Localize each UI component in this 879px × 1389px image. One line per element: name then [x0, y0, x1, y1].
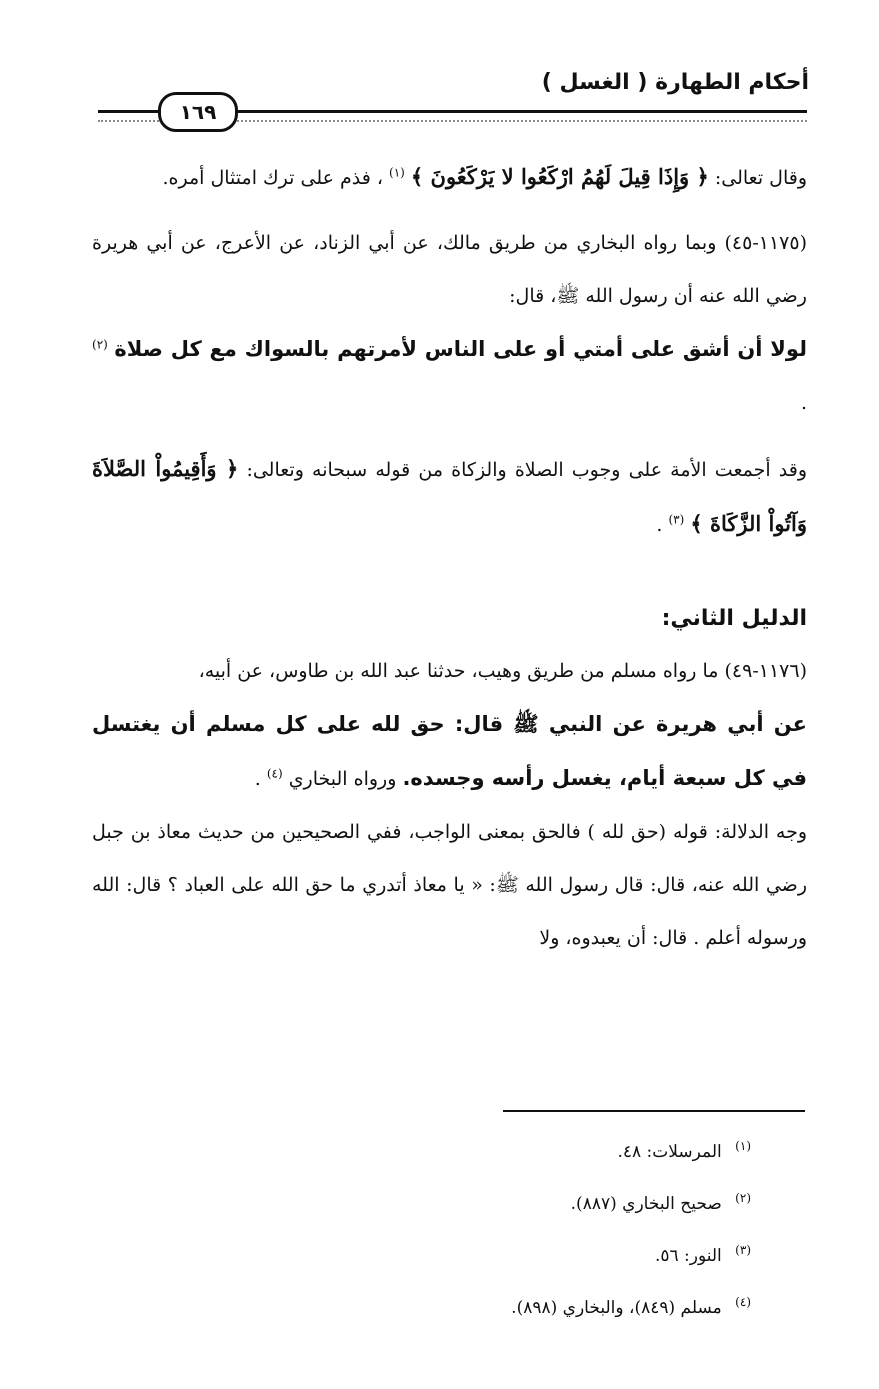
- paragraph-1-pre: وقال تعالى:: [708, 167, 807, 189]
- footnote-2-text: صحيح البخاري (٨٨٧).: [570, 1194, 722, 1214]
- hadith-1-text: لولا أن أشق على أمتي أو على الناس لأمرتهم بالسواك مع كل صلاة: [114, 337, 807, 361]
- paragraph-5: وجه الدلالة: قوله (حق لله ) فالحق بمعنى الواجب، ففي الصحيحين من حديث معاذ بن جبل رضي الله عنه، قال: قال رسول الله ﷺ: « يا معاذ أتدري ما حق الله على العباد ؟ قال: الله ورسوله أعلم . قال: أن يعبدوه، ولا: [92, 821, 807, 949]
- footnote-3-text: النور: ٥٦.: [654, 1246, 722, 1266]
- footnote-4-number: (٤): [735, 1295, 751, 1310]
- paragraph-1-post: ، فذم على ترك امتثال أمره.: [162, 167, 383, 189]
- hadith-2-tail: .: [254, 768, 261, 790]
- hadith-1-post: .: [800, 392, 807, 414]
- paragraph-3-post: .: [656, 514, 663, 536]
- footnote-1: [511, 1126, 751, 1178]
- hadith-1: [92, 323, 807, 430]
- paragraph-3-pre: وقد أجمعت الأمة على وجوب الصلاة والزكاة من قوله سبحانه وتعالى:: [238, 459, 808, 481]
- section-heading: الدليل الثاني:: [661, 606, 807, 631]
- hadith-2-text: عن أبي هريرة عن النبي ﷺ قال: حق لله على كل مسلم أن يغتسل في كل سبعة أيام، يغسل رأسه وجسده.: [92, 712, 807, 790]
- hadith-2-post: ورواه البخاري: [288, 768, 397, 790]
- footnote-2: [511, 1178, 751, 1230]
- footnote-4: [511, 1282, 751, 1334]
- running-header-title: أحكام الطهارة ( الغسل ): [541, 70, 809, 95]
- hadith-2: [92, 698, 807, 806]
- footnotes: [511, 1126, 751, 1334]
- footnote-separator: [503, 1110, 805, 1112]
- body-text: [92, 150, 807, 965]
- footnote-4-text: مسلم (٨٤٩)، والبخاري (٨٩٨).: [511, 1298, 722, 1318]
- footnote-2-number: (٢): [735, 1191, 751, 1206]
- footnote-ref-1: (١): [389, 165, 405, 180]
- page-number: ١٦٩: [158, 92, 238, 132]
- paragraph-2: (١١٧٥-٤٥) وبما رواه البخاري من طريق مالك، عن أبي الزناد، عن الأعرج، عن أبي هريرة رضي الله عنه أن رسول الله ﷺ، قال:: [92, 232, 807, 307]
- footnote-1-number: (١): [735, 1139, 751, 1154]
- footnote-ref-4: (٤): [266, 766, 283, 781]
- paragraph-1: [92, 150, 807, 205]
- paragraph-4: (١١٧٦-٤٩) ما رواه مسلم من طريق وهيب، حدثنا عبد الله بن طاوس، عن أبيه،: [198, 660, 807, 682]
- quran-verse-2: ﴿ وَأَقِيمُواْ الصَّلاَةَ وَآتُواْ الزَّكَاةَ ﴾: [92, 456, 807, 536]
- footnote-3-number: (٣): [735, 1243, 751, 1258]
- footnote-3: [511, 1230, 751, 1282]
- paragraph-3: [92, 442, 807, 552]
- footnote-ref-2: (٢): [92, 337, 108, 352]
- footnote-1-text: المرسلات: ٤٨.: [617, 1142, 722, 1162]
- quran-verse-1: ﴿ وَإِذَا قِيلَ لَهُمُ ارْكَعُوا لا يَرْكَعُونَ ﴾: [410, 164, 709, 189]
- footnote-ref-3: (٣): [668, 512, 685, 527]
